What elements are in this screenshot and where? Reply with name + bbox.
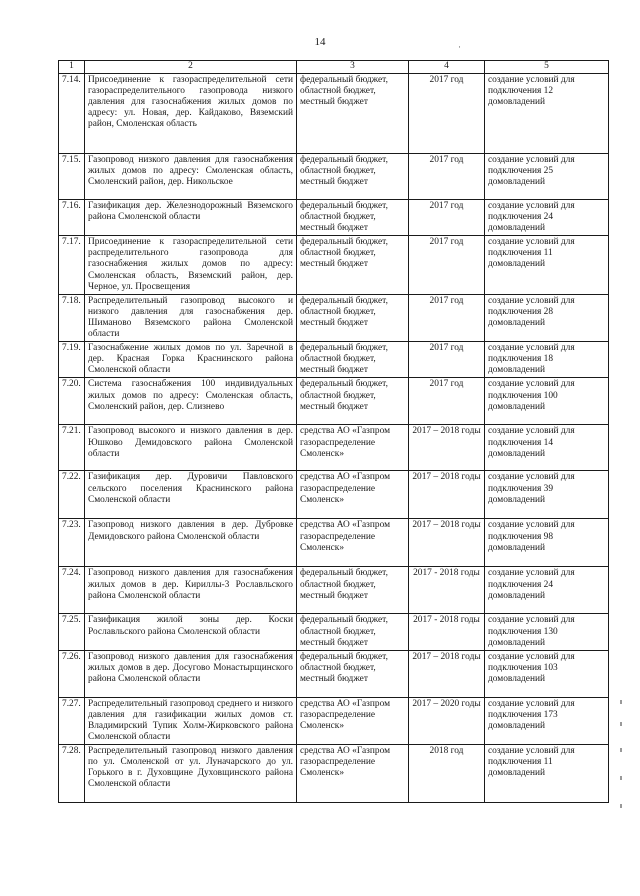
table-row	[59, 425, 609, 471]
row-period: 2017 – 2018 годы	[409, 471, 485, 519]
row-result: создание условий для подключения 25 домовладений	[485, 154, 609, 200]
row-number: 7.19.	[59, 342, 85, 378]
row-result: создание условий для подключения 11 домовладений	[485, 236, 609, 294]
row-funding-source: федеральный бюджет, областной бюджет, местный бюджет	[297, 294, 409, 341]
table-row	[59, 154, 609, 200]
row-period: 2017 – 2018 годы	[409, 650, 485, 697]
row-result: создание условий для подключения 18 домовладений	[485, 342, 609, 378]
row-number: 7.17.	[59, 236, 85, 294]
row-number: 7.24.	[59, 567, 85, 614]
row-description: Газификация дер. Дуровичи Павловского сельского поселения Краснинского района Смоленской области	[85, 471, 297, 519]
table-row	[59, 614, 609, 650]
row-number: 7.15.	[59, 154, 85, 200]
row-number: 7.23.	[59, 519, 85, 567]
row-period: 2017 – 2018 годы	[409, 519, 485, 567]
table-row	[59, 471, 609, 519]
header-col-description: 2	[85, 61, 297, 74]
row-funding-source: федеральный бюджет, областной бюджет, местный бюджет	[297, 342, 409, 378]
row-description: Газопровод низкого давления для газоснабжения жилых домов по адресу: Смоленская область, Смоленский район, дер. Никольское	[85, 154, 297, 200]
row-result: создание условий для подключения 12 домовладений	[485, 74, 609, 154]
row-funding-source: средства АО «Газпром газораспределение Смоленск»	[297, 697, 409, 744]
row-result: создание условий для подключения 173 домовладений	[485, 697, 609, 744]
row-number: 7.14.	[59, 74, 85, 154]
row-number: 7.18.	[59, 294, 85, 341]
row-funding-source: средства АО «Газпром газораспределение Смоленск»	[297, 471, 409, 519]
row-period: 2017 год	[409, 200, 485, 236]
table-row	[59, 236, 609, 294]
row-period: 2017 – 2020 годы	[409, 697, 485, 744]
row-funding-source: федеральный бюджет, областной бюджет, местный бюджет	[297, 236, 409, 294]
row-funding-source: федеральный бюджет, областной бюджет, местный бюджет	[297, 650, 409, 697]
row-result: создание условий для подключения 103 домовладений	[485, 650, 609, 697]
row-funding-source: федеральный бюджет, областной бюджет, местный бюджет	[297, 614, 409, 650]
row-period: 2017 – 2018 годы	[409, 425, 485, 471]
row-description: Газоснабжение жилых домов по ул. Заречной в дер. Красная Горка Краснинского района Смоленской области	[85, 342, 297, 378]
row-description: Распределительный газопровод среднего и низкого давления для газификации жилых домов ст. Владимирский Тупик Холм-Жирковского района Смоленской области	[85, 697, 297, 744]
row-description: Газопровод низкого давления для газоснабжения жилых домов в дер. Досугово Монастырщинского района Смоленской области	[85, 650, 297, 697]
row-result: создание условий для подключения 39 домовладений	[485, 471, 609, 519]
row-description: Газификация жилой зоны дер. Коски Рославльского района Смоленской области	[85, 614, 297, 650]
stray-mark: ·	[458, 42, 461, 52]
row-number: 7.27.	[59, 697, 85, 744]
row-description: Газопровод низкого давления для газоснабжения жилых домов в дер. Кириллы-3 Рославльского района Смоленской области	[85, 567, 297, 614]
row-result: создание условий для подключения 14 домовладений	[485, 425, 609, 471]
row-result: создание условий для подключения 24 домовладений	[485, 200, 609, 236]
row-period: 2017 год	[409, 154, 485, 200]
row-funding-source: федеральный бюджет, областной бюджет, местный бюджет	[297, 567, 409, 614]
header-col-source: 3	[297, 61, 409, 74]
row-result: создание условий для подключения 130 домовладений	[485, 614, 609, 650]
row-number: 7.22.	[59, 471, 85, 519]
row-description: Присоединение к газораспределительной сети распределительного газопровода для газоснабжения жилых домов по адресу: Смоленская область, Вяземский район, дер. Черное, ул. Просвещения	[85, 236, 297, 294]
row-funding-source: федеральный бюджет, областной бюджет, местный бюджет	[297, 378, 409, 425]
row-number: 7.16.	[59, 200, 85, 236]
table-row	[59, 342, 609, 378]
row-funding-source: федеральный бюджет, областной бюджет, местный бюджет	[297, 200, 409, 236]
table-row	[59, 567, 609, 614]
table-row	[59, 200, 609, 236]
table-row	[59, 697, 609, 744]
header-col-number: 1	[59, 61, 85, 74]
row-description: Газификация дер. Железнодорожный Вяземского района Смоленской области	[85, 200, 297, 236]
row-number: 7.20.	[59, 378, 85, 425]
row-number: 7.28.	[59, 745, 85, 803]
row-period: 2018 год	[409, 745, 485, 803]
table-row	[59, 74, 609, 154]
header-col-period: 4	[409, 61, 485, 74]
row-period: 2017 год	[409, 342, 485, 378]
row-period: 2017 год	[409, 378, 485, 425]
row-result: создание условий для подключения 98 домовладений	[485, 519, 609, 567]
row-description: Система газоснабжения 100 индивидуальных жилых домов по адресу: Смоленская область, Смоленский район, дер. Слизнево	[85, 378, 297, 425]
row-funding-source: федеральный бюджет, областной бюджет, местный бюджет	[297, 154, 409, 200]
program-table	[58, 60, 609, 803]
table-row	[59, 519, 609, 567]
row-period: 2017 год	[409, 294, 485, 341]
row-number: 7.25.	[59, 614, 85, 650]
row-result: создание условий для подключения 100 домовладений	[485, 378, 609, 425]
row-description: Газопровод низкого давления в дер. Дубровке Демидовского района Смоленской области	[85, 519, 297, 567]
row-funding-source: средства АО «Газпром газораспределение Смоленск»	[297, 425, 409, 471]
row-number: 7.21.	[59, 425, 85, 471]
table-header-row	[59, 61, 609, 74]
row-result: создание условий для подключения 11 домовладений	[485, 745, 609, 803]
row-funding-source: средства АО «Газпром газораспределение Смоленск»	[297, 519, 409, 567]
row-result: создание условий для подключения 28 домовладений	[485, 294, 609, 341]
table-row	[59, 294, 609, 341]
scan-edge-marks	[620, 700, 626, 820]
row-period: 2017 год	[409, 236, 485, 294]
page-number: 14	[314, 36, 326, 48]
row-funding-source: средства АО «Газпром газораспределение Смоленск»	[297, 745, 409, 803]
row-description: Распределительный газопровод низкого давления по ул. Смоленской от ул. Луначарского до ул. Горького в г. Духовщине Духовщинского района Смоленской области	[85, 745, 297, 803]
row-period: 2017 - 2018 годы	[409, 567, 485, 614]
row-funding-source: федеральный бюджет, областной бюджет, местный бюджет	[297, 74, 409, 154]
row-description: Газопровод высокого и низкого давления в дер. Юшково Демидовского района Смоленской области	[85, 425, 297, 471]
row-result: создание условий для подключения 24 домовладений	[485, 567, 609, 614]
row-description: Распределительный газопровод высокого и низкого давления для газоснабжения дер. Шиманово Вяземского района Смоленской области	[85, 294, 297, 341]
table-row	[59, 378, 609, 425]
row-period: 2017 - 2018 годы	[409, 614, 485, 650]
row-number: 7.26.	[59, 650, 85, 697]
row-description: Присоединение к газораспределительной сети газораспределительного газопровода низкого давления для газоснабжения жилых домов по адресу: ул. Новая, дер. Кайдаково, Вяземский район, Смоленская область	[85, 74, 297, 154]
table-row	[59, 745, 609, 803]
row-period: 2017 год	[409, 74, 485, 154]
header-col-result: 5	[485, 61, 609, 74]
table-row	[59, 650, 609, 697]
